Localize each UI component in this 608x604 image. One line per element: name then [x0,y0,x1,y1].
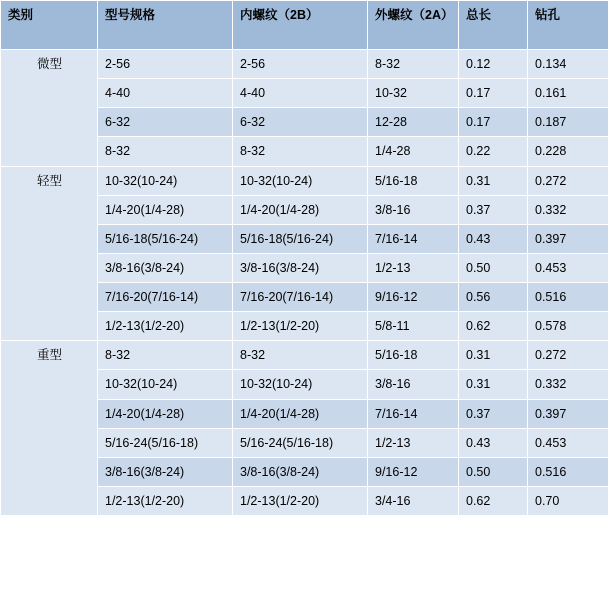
table-row [1,50,608,79]
cell-external-thread: 8-32 [368,50,459,79]
cell-external-thread: 1/2-13 [368,428,459,457]
cell-external-thread: 1/2-13 [368,253,459,282]
cell-external-thread: 3/8-16 [368,370,459,399]
header-drill-hole: 钻孔 [528,1,608,50]
cell-model-spec: 3/8-16(3/8-24) [98,253,233,282]
cell-drill-hole: 0.397 [528,399,608,428]
cell-external-thread: 12-28 [368,108,459,137]
cell-internal-thread: 7/16-20(7/16-14) [233,283,368,312]
cell-drill-hole: 0.516 [528,283,608,312]
cell-total-length: 0.50 [459,253,528,282]
cell-external-thread: 5/16-18 [368,341,459,370]
cell-model-spec: 10-32(10-24) [98,370,233,399]
cell-total-length: 0.12 [459,50,528,79]
cell-model-spec: 5/16-24(5/16-18) [98,428,233,457]
cell-drill-hole: 0.70 [528,486,608,515]
cell-total-length: 0.31 [459,341,528,370]
cell-internal-thread: 10-32(10-24) [233,370,368,399]
header-category: 类别 [1,1,98,50]
header-total-length: 总长 [459,1,528,50]
cell-model-spec: 8-32 [98,137,233,166]
cell-drill-hole: 0.161 [528,79,608,108]
header-internal-thread: 内螺纹（2B） [233,1,368,50]
cell-model-spec: 6-32 [98,108,233,137]
cell-model-spec: 10-32(10-24) [98,166,233,195]
cell-drill-hole: 0.516 [528,457,608,486]
cell-external-thread: 1/4-28 [368,137,459,166]
cell-internal-thread: 1/2-13(1/2-20) [233,486,368,515]
cell-external-thread: 3/8-16 [368,195,459,224]
cell-drill-hole: 0.272 [528,166,608,195]
cell-drill-hole: 0.578 [528,312,608,341]
cell-model-spec: 7/16-20(7/16-14) [98,283,233,312]
cell-internal-thread: 10-32(10-24) [233,166,368,195]
header-external-thread: 外螺纹（2A） [368,1,459,50]
cell-total-length: 0.37 [459,195,528,224]
cell-internal-thread: 3/8-16(3/8-24) [233,457,368,486]
cell-internal-thread: 2-56 [233,50,368,79]
cell-drill-hole: 0.187 [528,108,608,137]
table-row [1,341,608,370]
cell-external-thread: 3/4-16 [368,486,459,515]
cell-drill-hole: 0.397 [528,224,608,253]
cell-model-spec: 1/4-20(1/4-28) [98,195,233,224]
cell-total-length: 0.50 [459,457,528,486]
cell-external-thread: 7/16-14 [368,399,459,428]
category-cell: 重型 [1,341,98,516]
cell-total-length: 0.43 [459,224,528,253]
cell-total-length: 0.22 [459,137,528,166]
cell-model-spec: 3/8-16(3/8-24) [98,457,233,486]
cell-total-length: 0.17 [459,108,528,137]
cell-internal-thread: 8-32 [233,137,368,166]
cell-external-thread: 10-32 [368,79,459,108]
cell-model-spec: 1/4-20(1/4-28) [98,399,233,428]
cell-internal-thread: 5/16-24(5/16-18) [233,428,368,457]
cell-external-thread: 5/16-18 [368,166,459,195]
cell-total-length: 0.56 [459,283,528,312]
header-row [1,1,608,50]
cell-drill-hole: 0.134 [528,50,608,79]
category-cell: 微型 [1,50,98,167]
cell-drill-hole: 0.272 [528,341,608,370]
cell-drill-hole: 0.332 [528,195,608,224]
cell-total-length: 0.31 [459,370,528,399]
cell-internal-thread: 4-40 [233,79,368,108]
cell-drill-hole: 0.332 [528,370,608,399]
cell-model-spec: 4-40 [98,79,233,108]
table-header [1,1,608,50]
cell-total-length: 0.62 [459,486,528,515]
cell-internal-thread: 1/4-20(1/4-28) [233,399,368,428]
cell-model-spec: 2-56 [98,50,233,79]
cell-internal-thread: 5/16-18(5/16-24) [233,224,368,253]
cell-drill-hole: 0.228 [528,137,608,166]
cell-total-length: 0.62 [459,312,528,341]
cell-internal-thread: 8-32 [233,341,368,370]
cell-model-spec: 1/2-13(1/2-20) [98,312,233,341]
cell-total-length: 0.43 [459,428,528,457]
cell-model-spec: 8-32 [98,341,233,370]
cell-external-thread: 9/16-12 [368,457,459,486]
cell-internal-thread: 6-32 [233,108,368,137]
cell-total-length: 0.37 [459,399,528,428]
cell-external-thread: 5/8-11 [368,312,459,341]
cell-internal-thread: 3/8-16(3/8-24) [233,253,368,282]
cell-model-spec: 5/16-18(5/16-24) [98,224,233,253]
category-cell: 轻型 [1,166,98,341]
cell-total-length: 0.31 [459,166,528,195]
cell-total-length: 0.17 [459,79,528,108]
table-row [1,166,608,195]
table-body [1,50,608,516]
cell-internal-thread: 1/2-13(1/2-20) [233,312,368,341]
header-model-spec: 型号规格 [98,1,233,50]
cell-drill-hole: 0.453 [528,253,608,282]
cell-internal-thread: 1/4-20(1/4-28) [233,195,368,224]
cell-model-spec: 1/2-13(1/2-20) [98,486,233,515]
cell-drill-hole: 0.453 [528,428,608,457]
cell-external-thread: 9/16-12 [368,283,459,312]
cell-external-thread: 7/16-14 [368,224,459,253]
